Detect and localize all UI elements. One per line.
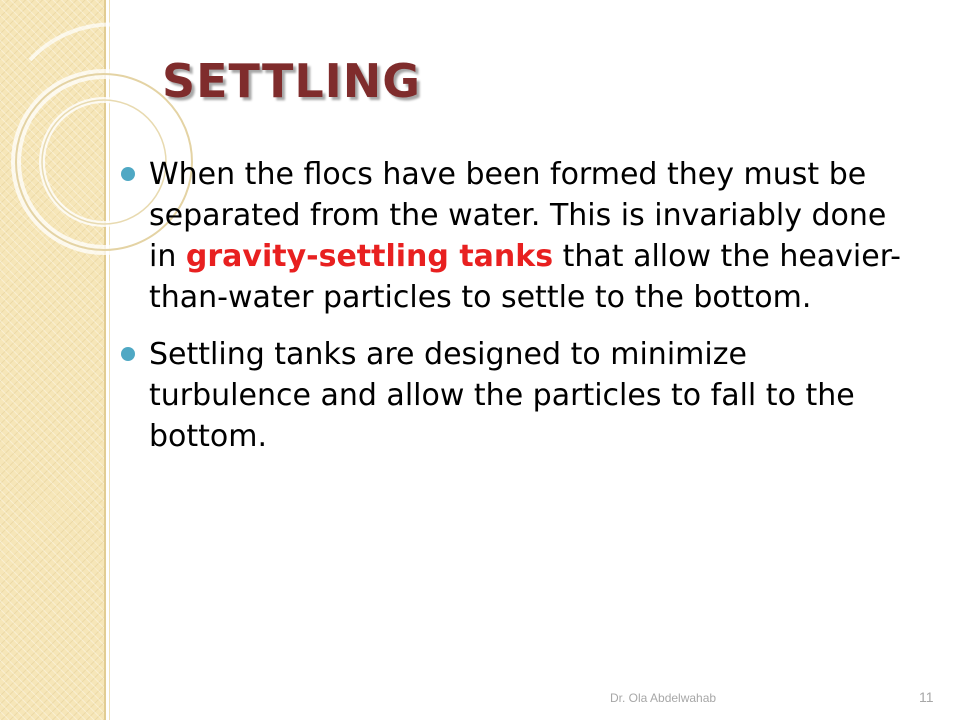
bullet-item-settling-tanks bbox=[120, 334, 910, 457]
bullet-icon bbox=[121, 347, 135, 361]
highlight-term: gravity-settling tanks bbox=[185, 239, 554, 274]
bullet-icon bbox=[121, 167, 135, 181]
page-number: 11 bbox=[919, 689, 934, 705]
bullet-text-intro: When the flocs have been formed they must be separated from the water. This is invariably done in bbox=[149, 157, 887, 274]
footer-author: Dr. Ola Abdelwahab bbox=[610, 691, 717, 705]
bullet-text: Settling tanks are designed to minimize turbulence and allow the particles to fall to the bottom. bbox=[149, 337, 855, 454]
bullet-list bbox=[120, 154, 910, 473]
bullet-item-flocs bbox=[120, 154, 910, 318]
slide-title: SETTLING bbox=[162, 54, 422, 108]
bullet-text-continued: that allow the heavier-than-water particles to settle to the bottom. bbox=[149, 239, 901, 315]
